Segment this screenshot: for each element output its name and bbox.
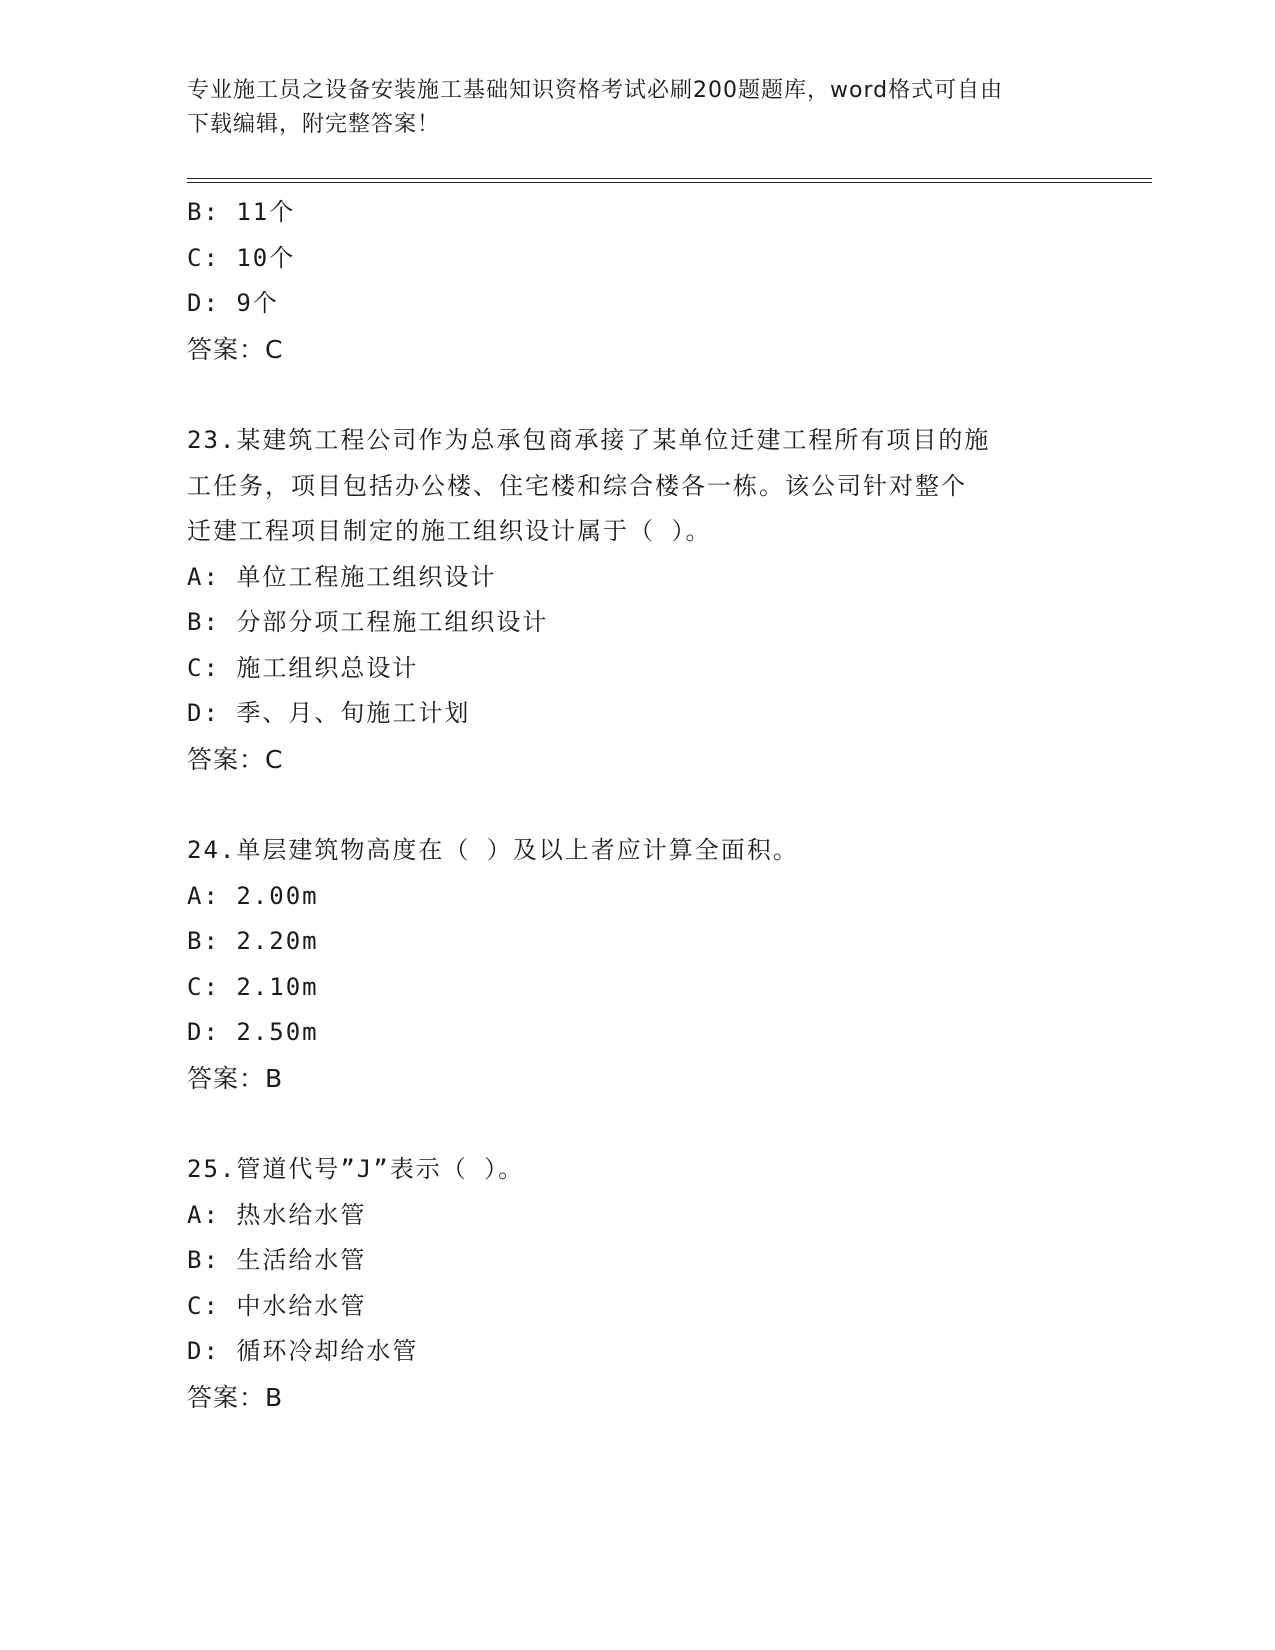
option-c: C: 10个 <box>187 243 296 272</box>
answer-line: 答案：B <box>187 1063 284 1093</box>
option-b: B: 分部分项工程施工组织设计 <box>187 608 549 636</box>
option-a: A: 2.00m <box>187 881 319 910</box>
option-c: C: 2.10m <box>187 972 319 1001</box>
option-d: D: 季、月、旬施工计划 <box>187 699 471 727</box>
header-line-2: 下载编辑，附完整答案！ <box>187 112 441 137</box>
option-d: D: 2.50m <box>187 1018 319 1046</box>
question-text-line: 工任务，项目包括办公楼、住宅楼和综合楼各一栋。该公司针对整个 <box>187 471 967 500</box>
header-line-1: 专业施工员之设备安装施工基础知识资格考试必刷200题题库，word格式可自由 <box>187 78 1004 103</box>
option-b: B: 生活给水管 <box>187 1246 367 1274</box>
option-c: C: 施工组织总设计 <box>187 653 419 682</box>
question-25 <box>187 1147 1087 1420</box>
question-text-line: 迁建工程项目制定的施工组织设计属于（ ）。 <box>187 517 712 545</box>
option-a: A: 单位工程施工组织设计 <box>187 562 497 591</box>
answer-line: 答案：C <box>187 744 284 774</box>
question-22-tail <box>187 190 1087 372</box>
question-23 <box>187 418 1087 782</box>
question-list <box>187 190 1087 1420</box>
option-b: B: 11个 <box>187 198 296 226</box>
option-d: D: 9个 <box>187 289 279 317</box>
question-text-line: 25.管道代号”J”表示（ ）。 <box>187 1155 525 1183</box>
option-a: A: 热水给水管 <box>187 1200 367 1229</box>
option-c: C: 中水给水管 <box>187 1291 367 1320</box>
document-header <box>187 74 1087 142</box>
answer-line: 答案：C <box>187 334 284 364</box>
answer-line: 答案：B <box>187 1382 284 1412</box>
question-text-line: 24.单层建筑物高度在（ ）及以上者应计算全面积。 <box>187 836 799 864</box>
header-double-rule <box>187 178 1152 183</box>
question-text-line: 23.某建筑工程公司作为总承包商承接了某单位迁建工程所有项目的施 <box>187 426 991 454</box>
option-b: B: 2.20m <box>187 927 319 955</box>
option-d: D: 循环冷却给水管 <box>187 1337 419 1365</box>
question-24 <box>187 828 1087 1101</box>
